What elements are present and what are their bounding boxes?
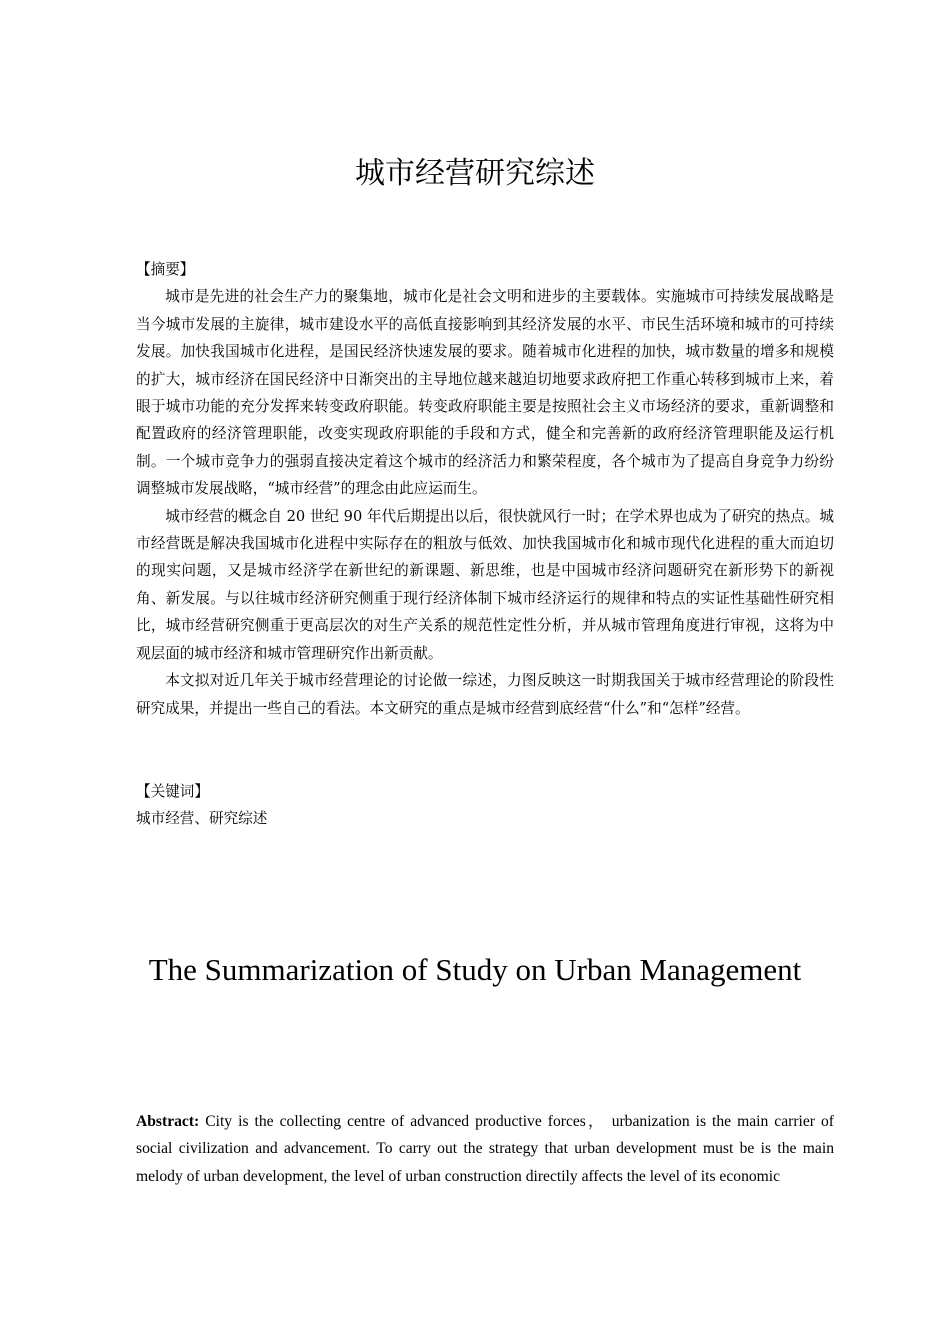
chinese-title: 城市经营研究综述: [355, 156, 595, 191]
english-abstract-label: Abstract:: [136, 1113, 200, 1130]
english-title: The Summarization of Study on Urban Management: [148, 952, 802, 987]
abstract-paragraph-2: 城市经营的概念自 20 世纪 90 年代后期提出以后，很快就风行一时；在学术界也成为了研究的热点。城市经营既是解决我国城市化进程中实际存在的粗放与低效、加快我国城市化和城市现代化进程的重大而迫切的现实问题，又是城市经济学在新世纪的新课题、新思维，也是中国城市经济问题研究在新形势下的新视角、新发展。与以往城市经济研究侧重于现行经济体制下城市经济运行的规律和特点的实证性基础性研究相比，城市经营研究侧重于更高层次的对生产关系的规范性定性分析，并从城市管理角度进行审视，这将为中观层面的城市经济和城市管理研究作出新贡献。: [136, 507, 834, 662]
chinese-keywords-section: [136, 778, 834, 833]
abstract-label: 【摘要】: [136, 261, 195, 278]
abstract-paragraph-3: 本文拟对近几年关于城市经营理论的讨论做一综述，力图反映这一时期我国关于城市经营理论的阶段性研究成果，并提出一些自己的看法。本文研究的重点是城市经营到底经营“什么”和“怎样”经营。: [136, 672, 834, 717]
keywords-label: 【关键词】: [136, 783, 209, 800]
chinese-abstract-section: [136, 256, 834, 722]
keywords-text: 城市经营、研究综述: [136, 810, 268, 828]
english-abstract-text: City is the collecting centre of advanced productive forces， urbanization is the main carrier of social civilization and advancement. To carry out the strategy that urban development must be is the main melody of urban development, the level of urban construction directily affects the level of its economic: [136, 1113, 834, 1185]
english-abstract: [136, 1108, 834, 1190]
abstract-paragraph-1: 城市是先进的社会生产力的聚集地，城市化是社会文明和进步的主要载体。实施城市可持续发展战略是当今城市发展的主旋律，城市建设水平的高低直接影响到其经济发展的水平、市民生活环境和城市的可持续发展。加快我国城市化进程，是国民经济快速发展的要求。随着城市化进程的加快，城市数量的增多和规模的扩大，城市经济在国民经济中日渐突出的主导地位越来越迫切地要求政府把工作重心转移到城市上来，着眼于城市功能的充分发挥来转变政府职能。转变政府职能主要是按照社会主义市场经济的要求，重新调整和配置政府的经济管理职能，改变实现政府职能的手段和方式，健全和完善新的政府经济管理职能及运行机制。一个城市竞争力的强弱直接决定着这个城市的经济活力和繁荣程度，各个城市为了提高自身竞争力纷纷调整城市发展战略，“城市经营”的理念由此应运而生。: [136, 288, 834, 498]
